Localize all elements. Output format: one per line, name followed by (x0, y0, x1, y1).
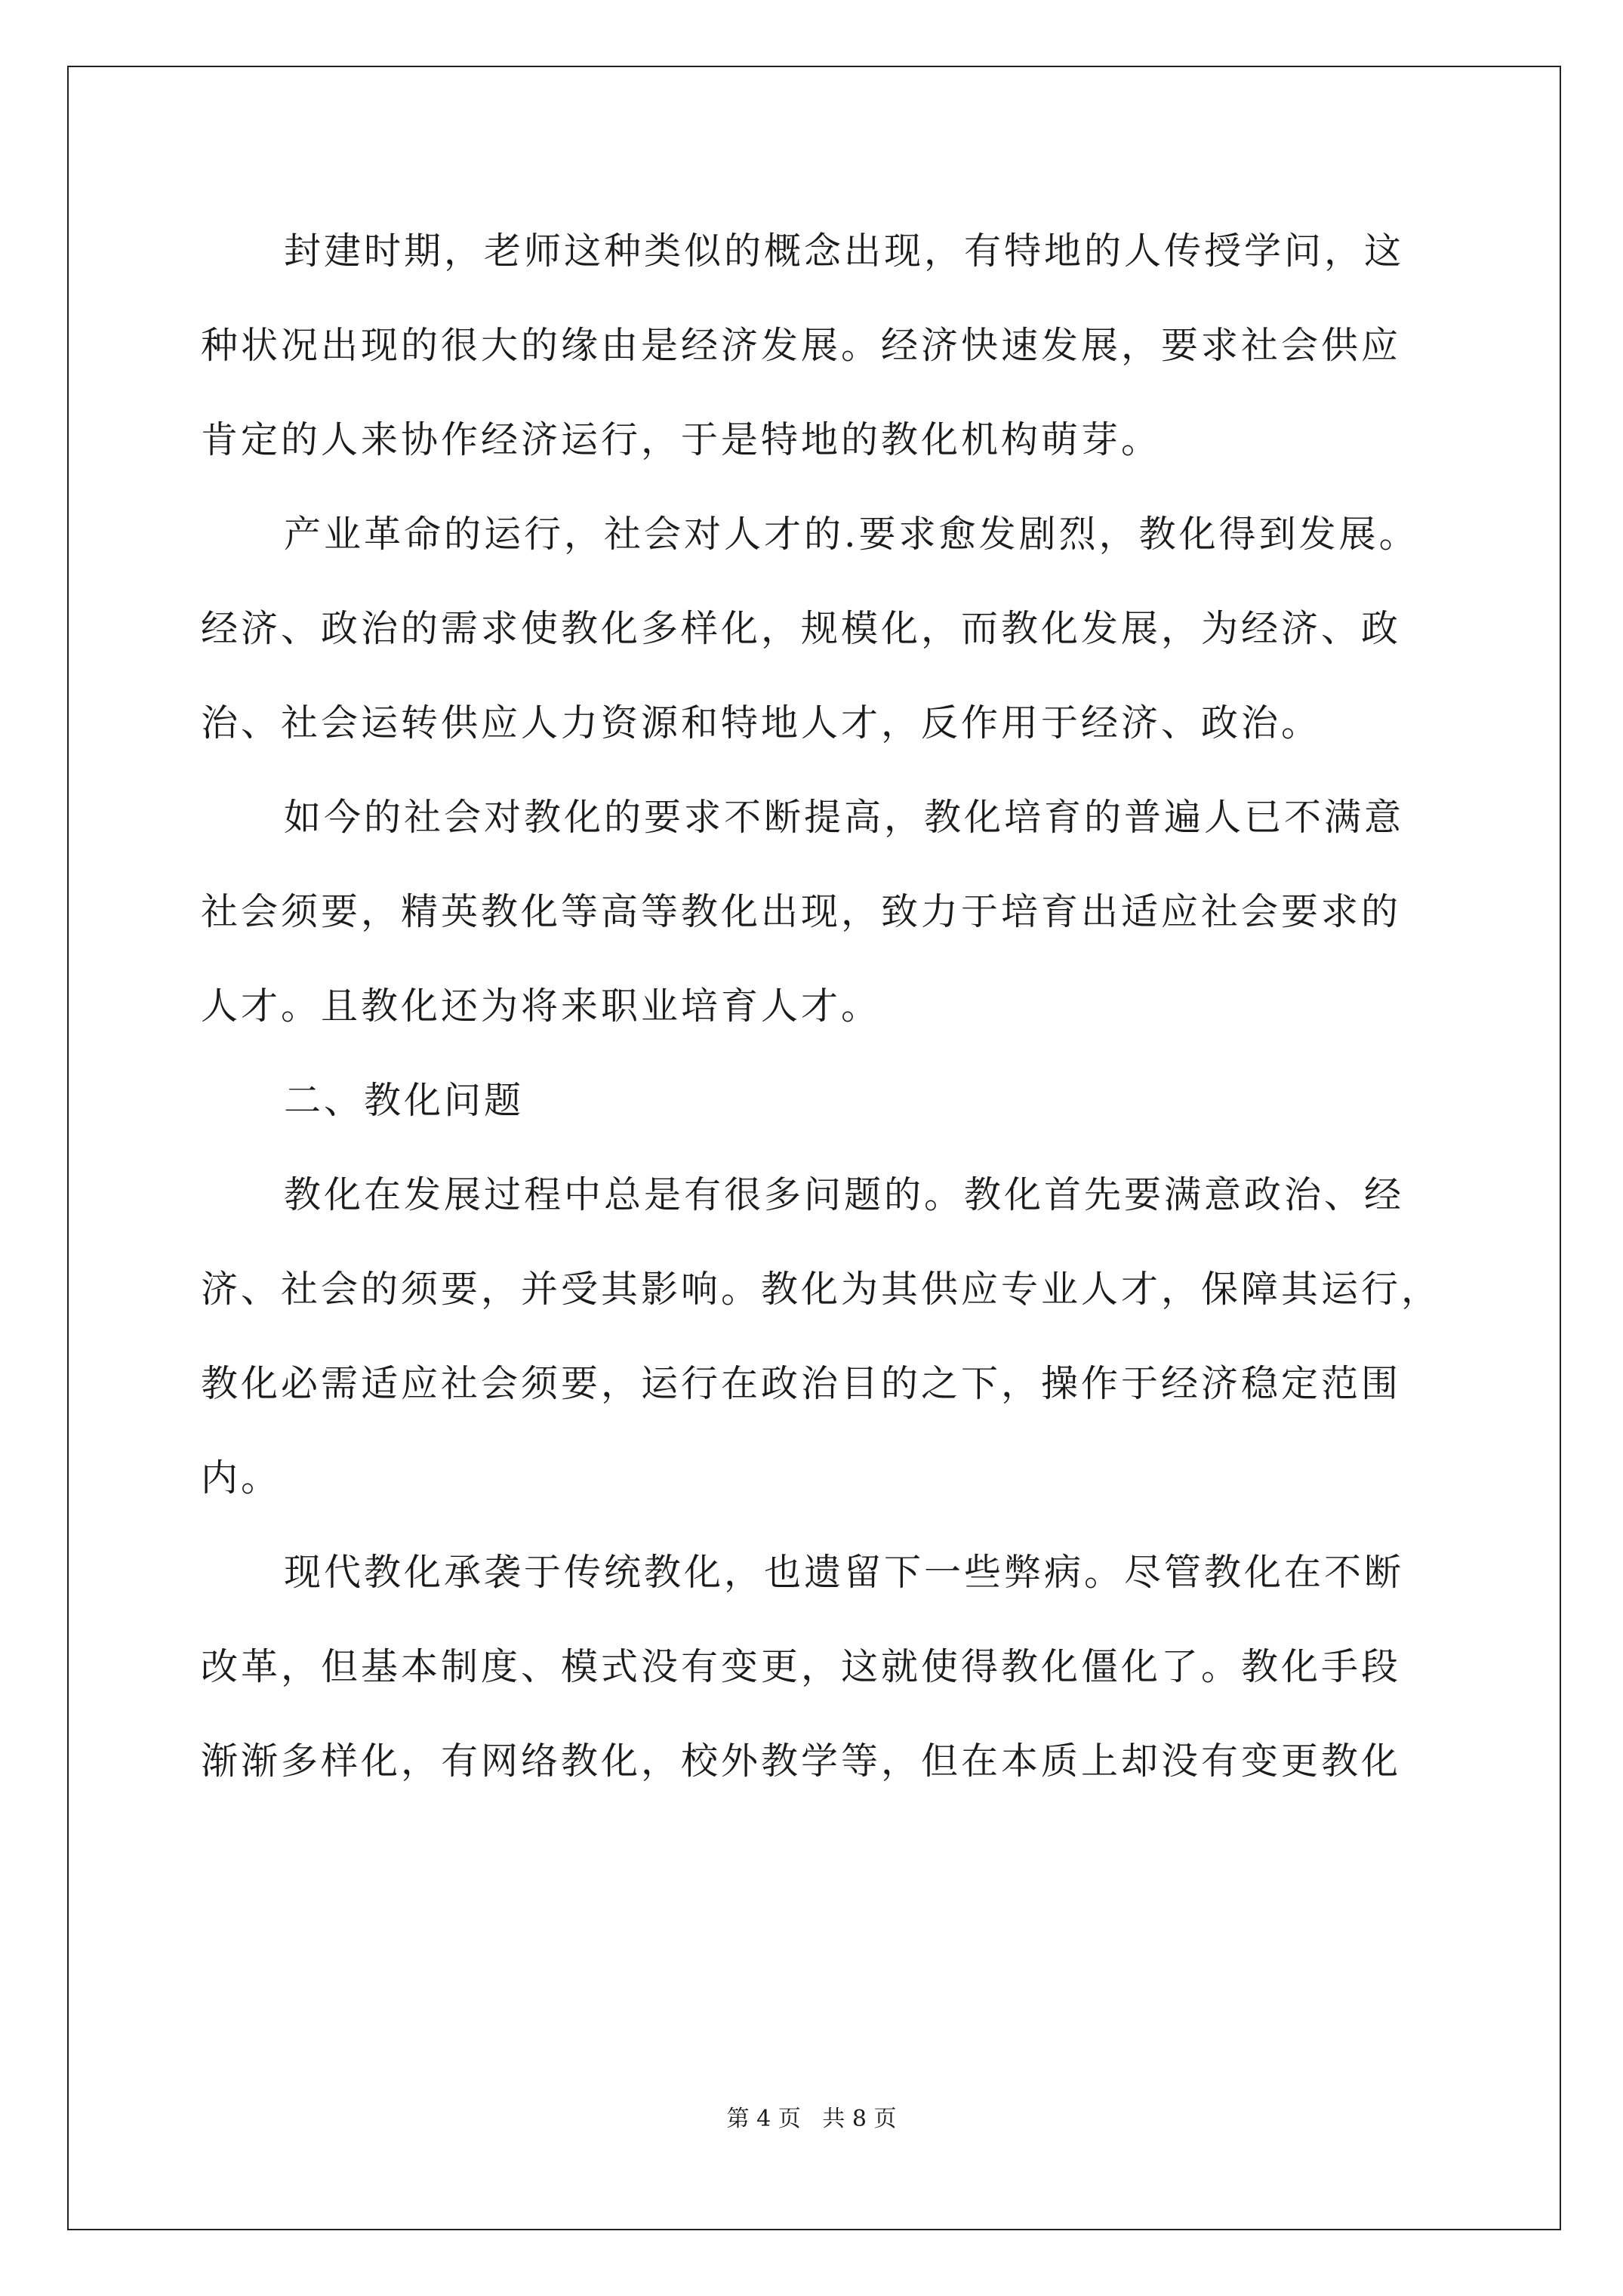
paragraph-line: 产业革命的运行，社会对人才的.要求愈发剧烈，教化得到发展。 (284, 513, 1419, 556)
paragraph-line: 现代教化承袭于传统教化，也遗留下一些弊病。尽管教化在不断 (284, 1551, 1405, 1594)
page-number-footer: 第 4 页 共 8 页 (726, 2106, 897, 2132)
paragraph-line: 种状况出现的很大的缘由是经济发展。经济快速发展，要求社会供应 (201, 324, 1402, 367)
paragraph-line: 教化必需适应社会须要，运行在政治目的之下，操作于经济稳定范围 (201, 1362, 1402, 1405)
page-border (67, 66, 1561, 2230)
paragraph-line: 内。 (201, 1456, 282, 1499)
paragraph-line: 如今的社会对教化的要求不断提高，教化培育的普遍人已不满意 (284, 796, 1405, 839)
paragraph-line: 封建时期，老师这种类似的概念出现，有特地的人传授学问，这 (284, 230, 1405, 273)
paragraph-line: 经济、政治的需求使教化多样化，规模化，而教化发展，为经济、政 (201, 607, 1402, 650)
paragraph-line: 济、社会的须要，并受其影响。教化为其供应专业人才，保障其运行， (201, 1268, 1442, 1311)
paragraph-line: 社会须要，精英教化等高等教化出现，致力于培育出适应社会要求的 (201, 890, 1402, 933)
paragraph-line: 渐渐多样化，有网络教化，校外教学等，但在本质上却没有变更教化 (201, 1740, 1402, 1783)
paragraph-line: 教化在发展过程中总是有很多问题的。教化首先要满意政治、经 (284, 1173, 1405, 1216)
paragraph-line: 治、社会运转供应人力资源和特地人才，反作用于经济、政治。 (201, 701, 1322, 744)
paragraph-line: 改革，但基本制度、模式没有变更，这就使得教化僵化了。教化手段 (201, 1645, 1402, 1688)
paragraph-line: 人才。且教化还为将来职业培育人才。 (201, 985, 882, 1028)
section-heading: 二、教化问题 (284, 1079, 525, 1122)
paragraph-line: 肯定的人来协作经济运行，于是特地的教化机构萌芽。 (201, 418, 1162, 461)
